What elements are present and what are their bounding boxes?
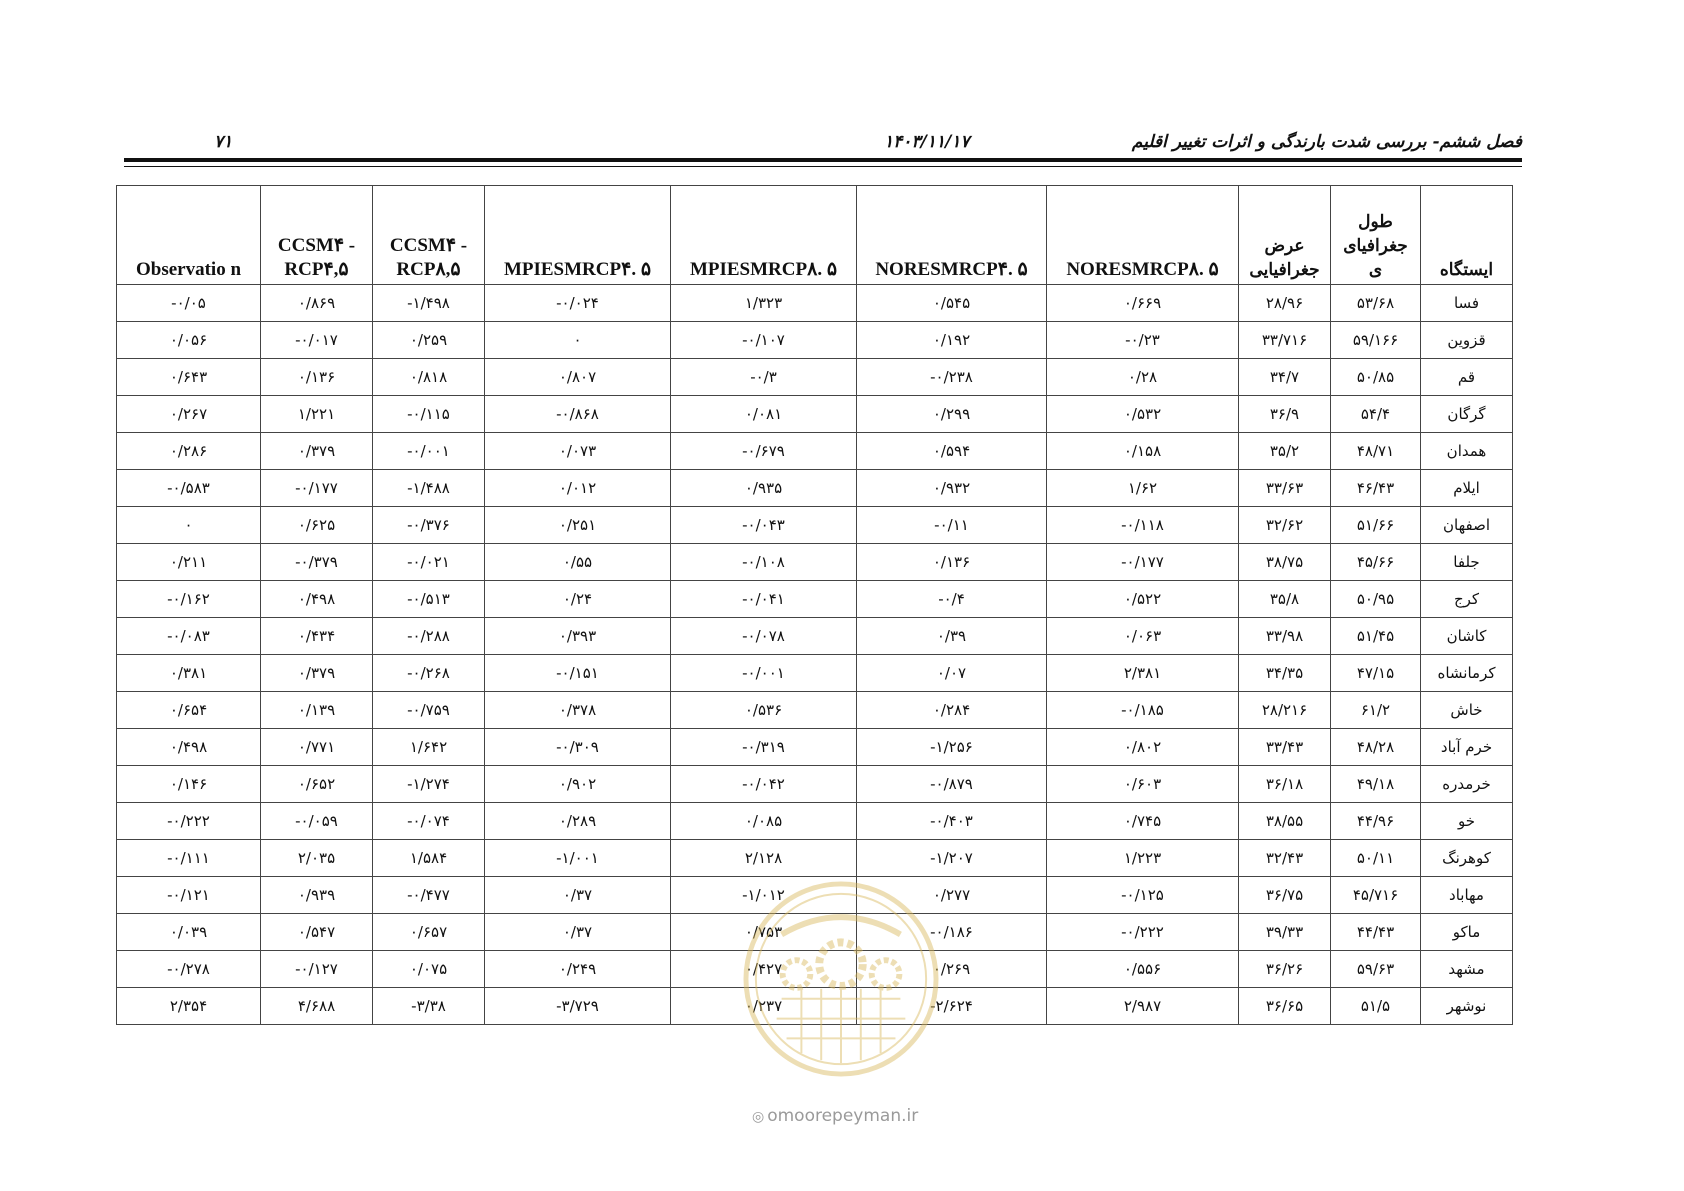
value-cell: ۰/۲۴ <box>485 581 671 618</box>
value-cell: ۰/۰۱۲ <box>485 470 671 507</box>
value-cell: ۰/۳۷۹ <box>261 655 373 692</box>
value-cell: ۰/۰۷۳ <box>485 433 671 470</box>
station-name-cell: خو <box>1421 803 1513 840</box>
value-cell: ۰/۶۵۴ <box>117 692 261 729</box>
value-cell: -۰/۳۷۹ <box>261 544 373 581</box>
value-cell: -۰/۲۲۲ <box>117 803 261 840</box>
value-cell: ۱/۳۲۳ <box>671 285 857 322</box>
page-header <box>124 128 1522 158</box>
page-number: ۷۱ <box>214 132 233 152</box>
value-cell: ۰/۲۸۴ <box>857 692 1047 729</box>
table-row <box>117 544 1513 581</box>
value-cell: ۳۳/۹۸ <box>1239 618 1331 655</box>
value-cell: ۰/۲۶۷ <box>117 396 261 433</box>
value-cell: ۵۱/۶۶ <box>1331 507 1421 544</box>
table-row <box>117 507 1513 544</box>
value-cell: ۰/۰۵۶ <box>117 322 261 359</box>
value-cell: ۰/۷۵۳ <box>671 914 857 951</box>
value-cell: ۰/۲۱۱ <box>117 544 261 581</box>
value-cell: -۳/۷۲۹ <box>485 988 671 1025</box>
value-cell: -۰/۸۷۹ <box>857 766 1047 803</box>
value-cell: ۲۸/۹۶ <box>1239 285 1331 322</box>
value-cell: ۰/۲۷۷ <box>857 877 1047 914</box>
table-row <box>117 433 1513 470</box>
value-cell: ۳۶/۲۶ <box>1239 951 1331 988</box>
value-cell: ۰/۲۵۱ <box>485 507 671 544</box>
value-cell: ۰/۱۳۶ <box>857 544 1047 581</box>
value-cell: ۰/۳۹۳ <box>485 618 671 655</box>
watermark-site-text <box>752 1106 918 1126</box>
value-cell: ۰ <box>485 322 671 359</box>
column-header: طول جغرافیای ی <box>1331 186 1421 285</box>
table-header-row <box>117 186 1513 285</box>
value-cell: -۰/۱۱۸ <box>1047 507 1239 544</box>
value-cell: ۰/۳۷ <box>485 877 671 914</box>
value-cell: -۰/۱۲۷ <box>261 951 373 988</box>
value-cell: ۰/۲۸۹ <box>485 803 671 840</box>
column-header: ایستگاه <box>1421 186 1513 285</box>
value-cell: ۰/۳۸۱ <box>117 655 261 692</box>
value-cell: -۰/۰۴۱ <box>671 581 857 618</box>
value-cell: -۰/۰۷۴ <box>373 803 485 840</box>
station-name-cell: کرمانشاه <box>1421 655 1513 692</box>
value-cell: ۴۸/۲۸ <box>1331 729 1421 766</box>
value-cell: ۰/۵۵ <box>485 544 671 581</box>
value-cell: ۴۹/۱۸ <box>1331 766 1421 803</box>
value-cell: -۰/۰۱۷ <box>261 322 373 359</box>
table-row <box>117 877 1513 914</box>
value-cell: ۰/۹۳۹ <box>261 877 373 914</box>
value-cell: -۰/۲۷۸ <box>117 951 261 988</box>
value-cell: ۰/۸۰۲ <box>1047 729 1239 766</box>
value-cell: ۰/۰۷ <box>857 655 1047 692</box>
value-cell: ۰/۲۵۹ <box>373 322 485 359</box>
value-cell: ۰/۱۴۶ <box>117 766 261 803</box>
table-body <box>117 285 1513 1025</box>
value-cell: ۰ <box>117 507 261 544</box>
header-rule-thin <box>124 166 1522 167</box>
value-cell: -۰/۲۳۸ <box>857 359 1047 396</box>
value-cell: ۰/۴۹۸ <box>261 581 373 618</box>
value-cell: ۳۳/۴۳ <box>1239 729 1331 766</box>
value-cell: ۱/۲۲۳ <box>1047 840 1239 877</box>
value-cell: -۰/۰۵ <box>117 285 261 322</box>
column-header: عرض جغرافیایی <box>1239 186 1331 285</box>
value-cell: ۴۵/۶۶ <box>1331 544 1421 581</box>
value-cell: -۱/۲۵۶ <box>857 729 1047 766</box>
value-cell: ۵۹/۶۳ <box>1331 951 1421 988</box>
site-logo-icon: ◎ <box>752 1109 765 1125</box>
value-cell: -۰/۶۷۹ <box>671 433 857 470</box>
value-cell: -۲/۶۲۴ <box>857 988 1047 1025</box>
value-cell: -۰/۱۱ <box>857 507 1047 544</box>
value-cell: ۶۱/۲ <box>1331 692 1421 729</box>
value-cell: ۳۶/۶۵ <box>1239 988 1331 1025</box>
value-cell: ۲۸/۲۱۶ <box>1239 692 1331 729</box>
value-cell: ۰/۸۶۹ <box>261 285 373 322</box>
value-cell: ۴/۶۸۸ <box>261 988 373 1025</box>
station-name-cell: فسا <box>1421 285 1513 322</box>
value-cell: ۰/۶۰۳ <box>1047 766 1239 803</box>
table-row <box>117 618 1513 655</box>
value-cell: -۰/۱۸۵ <box>1047 692 1239 729</box>
value-cell: -۰/۱۰۷ <box>671 322 857 359</box>
value-cell: ۰/۴۲۷ <box>671 951 857 988</box>
value-cell: -۰/۰۵۹ <box>261 803 373 840</box>
value-cell: ۰/۶۵۷ <box>373 914 485 951</box>
station-name-cell: قزوین <box>1421 322 1513 359</box>
value-cell: -۰/۰۴۲ <box>671 766 857 803</box>
value-cell: ۲/۰۳۵ <box>261 840 373 877</box>
value-cell: ۱/۵۸۴ <box>373 840 485 877</box>
value-cell: ۰/۰۷۵ <box>373 951 485 988</box>
station-name-cell: ایلام <box>1421 470 1513 507</box>
value-cell: ۰/۳۷۹ <box>261 433 373 470</box>
header-date: ۱۴۰۳/۱۱/۱۷ <box>884 132 970 152</box>
value-cell: ۵۱/۴۵ <box>1331 618 1421 655</box>
station-name-cell: قم <box>1421 359 1513 396</box>
table-row <box>117 322 1513 359</box>
value-cell: ۰/۰۸۵ <box>671 803 857 840</box>
value-cell: -۰/۲۳ <box>1047 322 1239 359</box>
value-cell: ۰/۵۳۶ <box>671 692 857 729</box>
value-cell: ۴۴/۹۶ <box>1331 803 1421 840</box>
value-cell: ۰/۱۳۶ <box>261 359 373 396</box>
station-name-cell: خاش <box>1421 692 1513 729</box>
value-cell: ۳۹/۳۳ <box>1239 914 1331 951</box>
value-cell: ۰/۳۷۸ <box>485 692 671 729</box>
value-cell: ۰/۹۳۲ <box>857 470 1047 507</box>
value-cell: ۳۸/۵۵ <box>1239 803 1331 840</box>
value-cell: -۰/۸۶۸ <box>485 396 671 433</box>
value-cell: ۰/۸۰۷ <box>485 359 671 396</box>
station-data-table <box>116 185 1513 1025</box>
value-cell: ۰/۰۳۹ <box>117 914 261 951</box>
station-name-cell: اصفهان <box>1421 507 1513 544</box>
value-cell: ۰/۲۴۹ <box>485 951 671 988</box>
value-cell: ۵۹/۱۶۶ <box>1331 322 1421 359</box>
value-cell: ۰/۵۴۷ <box>261 914 373 951</box>
value-cell: ۱/۶۲ <box>1047 470 1239 507</box>
value-cell: ۲/۳۵۴ <box>117 988 261 1025</box>
table-row <box>117 951 1513 988</box>
station-name-cell: جلفا <box>1421 544 1513 581</box>
value-cell: -۰/۰۴۳ <box>671 507 857 544</box>
station-name-cell: کاشان <box>1421 618 1513 655</box>
value-cell: -۰/۳۱۹ <box>671 729 857 766</box>
value-cell: -۰/۱۷۷ <box>261 470 373 507</box>
station-name-cell: مشهد <box>1421 951 1513 988</box>
column-header: MPIESMRCP۸. ۵ <box>671 186 857 285</box>
table-row <box>117 581 1513 618</box>
value-cell: -۱/۴۸۸ <box>373 470 485 507</box>
value-cell: ۰/۰۸۱ <box>671 396 857 433</box>
value-cell: -۰/۵۸۳ <box>117 470 261 507</box>
station-name-cell: مهاباد <box>1421 877 1513 914</box>
value-cell: ۳۲/۴۳ <box>1239 840 1331 877</box>
value-cell: ۳۸/۷۵ <box>1239 544 1331 581</box>
value-cell: ۳۶/۹ <box>1239 396 1331 433</box>
value-cell: -۰/۳۰۹ <box>485 729 671 766</box>
value-cell: ۴۴/۴۳ <box>1331 914 1421 951</box>
table-row <box>117 729 1513 766</box>
table-row <box>117 655 1513 692</box>
value-cell: ۰/۵۲۲ <box>1047 581 1239 618</box>
value-cell: ۳۲/۶۲ <box>1239 507 1331 544</box>
value-cell: ۲/۳۸۱ <box>1047 655 1239 692</box>
value-cell: -۰/۴۷۷ <box>373 877 485 914</box>
station-name-cell: ماکو <box>1421 914 1513 951</box>
value-cell: ۰/۵۴۵ <box>857 285 1047 322</box>
station-name-cell: کوهرنگ <box>1421 840 1513 877</box>
value-cell: ۰/۳۷ <box>485 914 671 951</box>
value-cell: ۵۰/۹۵ <box>1331 581 1421 618</box>
table-row <box>117 396 1513 433</box>
value-cell: ۰/۶۴۳ <box>117 359 261 396</box>
value-cell: -۰/۷۵۹ <box>373 692 485 729</box>
value-cell: -۰/۱۷۷ <box>1047 544 1239 581</box>
value-cell: -۰/۱۰۸ <box>671 544 857 581</box>
value-cell: -۱/۰۱۲ <box>671 877 857 914</box>
value-cell: ۰/۲۹۹ <box>857 396 1047 433</box>
value-cell: ۵۰/۸۵ <box>1331 359 1421 396</box>
header-rule-thick <box>124 158 1522 162</box>
value-cell: ۰/۵۹۴ <box>857 433 1047 470</box>
value-cell: ۵۱/۵ <box>1331 988 1421 1025</box>
table-row <box>117 803 1513 840</box>
station-name-cell: همدان <box>1421 433 1513 470</box>
table-row <box>117 359 1513 396</box>
value-cell: ۵۰/۱۱ <box>1331 840 1421 877</box>
value-cell: ۰/۲۳۷ <box>671 988 857 1025</box>
table-row <box>117 988 1513 1025</box>
value-cell: ۰/۵۵۶ <box>1047 951 1239 988</box>
column-header: MPIESMRCP۴. ۵ <box>485 186 671 285</box>
value-cell: -۰/۰۸۳ <box>117 618 261 655</box>
value-cell: ۴۷/۱۵ <box>1331 655 1421 692</box>
value-cell: -۱/۴۹۸ <box>373 285 485 322</box>
value-cell: ۰/۹۰۲ <box>485 766 671 803</box>
value-cell: ۳۶/۱۸ <box>1239 766 1331 803</box>
table-row <box>117 766 1513 803</box>
value-cell: -۰/۰۲۴ <box>485 285 671 322</box>
value-cell: -۰/۰۰۱ <box>373 433 485 470</box>
table-row <box>117 470 1513 507</box>
value-cell: ۰/۷۷۱ <box>261 729 373 766</box>
value-cell: ۰/۲۸ <box>1047 359 1239 396</box>
value-cell: ۰/۳۹ <box>857 618 1047 655</box>
value-cell: ۰/۹۳۵ <box>671 470 857 507</box>
value-cell: ۰/۶۶۹ <box>1047 285 1239 322</box>
value-cell: ۰/۷۴۵ <box>1047 803 1239 840</box>
value-cell: ۴۵/۷۱۶ <box>1331 877 1421 914</box>
table-row <box>117 692 1513 729</box>
table-row <box>117 840 1513 877</box>
value-cell: -۰/۵۱۳ <box>373 581 485 618</box>
value-cell: -۱/۲۰۷ <box>857 840 1047 877</box>
value-cell: ۰/۶۲۵ <box>261 507 373 544</box>
station-name-cell: نوشهر <box>1421 988 1513 1025</box>
value-cell: ۰/۴۹۸ <box>117 729 261 766</box>
value-cell: ۰/۱۵۸ <box>1047 433 1239 470</box>
station-name-cell: خرمدره <box>1421 766 1513 803</box>
value-cell: ۰/۶۵۲ <box>261 766 373 803</box>
station-name-cell: خرم آباد <box>1421 729 1513 766</box>
value-cell: ۲/۱۲۸ <box>671 840 857 877</box>
value-cell: -۰/۲۲۲ <box>1047 914 1239 951</box>
value-cell: ۰/۱۹۲ <box>857 322 1047 359</box>
table-row <box>117 285 1513 322</box>
value-cell: -۰/۱۲۵ <box>1047 877 1239 914</box>
value-cell: ۳۴/۳۵ <box>1239 655 1331 692</box>
value-cell: ۱/۲۲۱ <box>261 396 373 433</box>
value-cell: ۳۶/۷۵ <box>1239 877 1331 914</box>
value-cell: ۵۳/۶۸ <box>1331 285 1421 322</box>
value-cell: -۰/۱۱۱ <box>117 840 261 877</box>
value-cell: -۰/۰۲۱ <box>373 544 485 581</box>
value-cell: ۰/۵۳۲ <box>1047 396 1239 433</box>
watermark-site: omoorepeyman.ir <box>767 1106 919 1126</box>
value-cell: ۳۴/۷ <box>1239 359 1331 396</box>
value-cell: -۰/۴۰۳ <box>857 803 1047 840</box>
value-cell: -۱/۰۰۱ <box>485 840 671 877</box>
value-cell: -۱/۲۷۴ <box>373 766 485 803</box>
value-cell: -۰/۲۸۸ <box>373 618 485 655</box>
table-row <box>117 914 1513 951</box>
column-header: CCSM۴ - RCP۸,۵ <box>373 186 485 285</box>
value-cell: ۳۵/۲ <box>1239 433 1331 470</box>
station-name-cell: گرگان <box>1421 396 1513 433</box>
column-header: CCSM۴ - RCP۴,۵ <box>261 186 373 285</box>
value-cell: -۰/۳۷۶ <box>373 507 485 544</box>
value-cell: -۰/۱۱۵ <box>373 396 485 433</box>
value-cell: ۳۵/۸ <box>1239 581 1331 618</box>
value-cell: ۱/۶۴۲ <box>373 729 485 766</box>
value-cell: ۰/۲۸۶ <box>117 433 261 470</box>
value-cell: -۰/۱۶۲ <box>117 581 261 618</box>
value-cell: ۵۴/۴ <box>1331 396 1421 433</box>
value-cell: ۰/۱۳۹ <box>261 692 373 729</box>
value-cell: ۰/۲۶۹ <box>857 951 1047 988</box>
value-cell: ۴۶/۴۳ <box>1331 470 1421 507</box>
value-cell: -۰/۱۲۱ <box>117 877 261 914</box>
value-cell: ۴۸/۷۱ <box>1331 433 1421 470</box>
value-cell: ۳۳/۷۱۶ <box>1239 322 1331 359</box>
value-cell: -۰/۳ <box>671 359 857 396</box>
column-header: Observatio n <box>117 186 261 285</box>
column-header: NORESMRCP۴. ۵ <box>857 186 1047 285</box>
value-cell: ۰/۰۶۳ <box>1047 618 1239 655</box>
value-cell: ۳۳/۶۳ <box>1239 470 1331 507</box>
value-cell: -۰/۴ <box>857 581 1047 618</box>
value-cell: ۰/۴۳۴ <box>261 618 373 655</box>
station-name-cell: کرج <box>1421 581 1513 618</box>
value-cell: ۰/۸۱۸ <box>373 359 485 396</box>
chapter-title: فصل ششم- بررسی شدت بارندگی و اثرات تغییر اقلیم <box>1131 132 1522 152</box>
column-header: NORESMRCP۸. ۵ <box>1047 186 1239 285</box>
value-cell: -۰/۰۰۱ <box>671 655 857 692</box>
value-cell: -۰/۲۶۸ <box>373 655 485 692</box>
value-cell: -۳/۳۸ <box>373 988 485 1025</box>
value-cell: -۰/۱۵۱ <box>485 655 671 692</box>
value-cell: ۲/۹۸۷ <box>1047 988 1239 1025</box>
value-cell: -۰/۱۸۶ <box>857 914 1047 951</box>
value-cell: -۰/۰۷۸ <box>671 618 857 655</box>
